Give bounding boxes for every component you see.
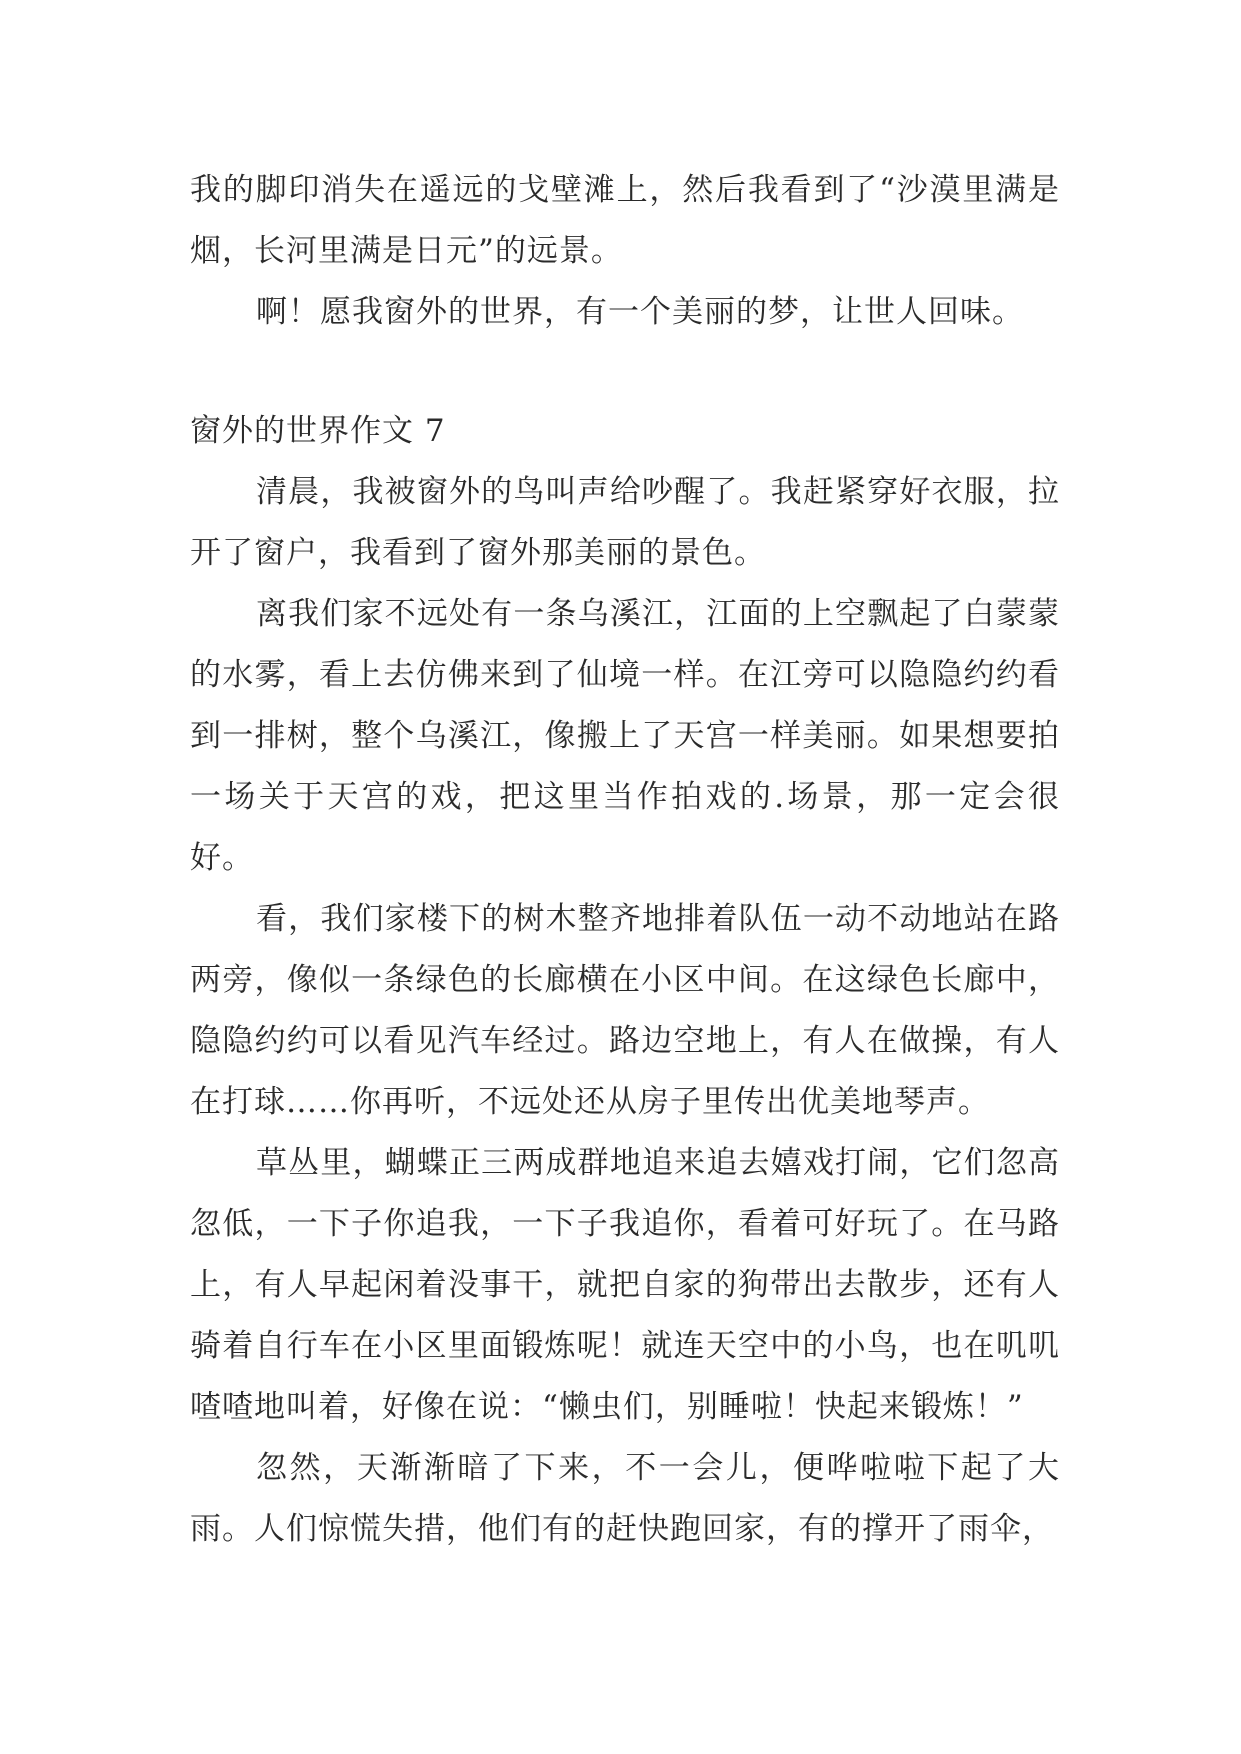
paragraph: 忽然，天渐渐暗了下来，不一会儿，便哗啦啦下起了大雨。人们惊慌失措，他们有的赶快跑回家，有的撑开了雨伞， (190, 1450, 1060, 1547)
section-title: 窗外的世界作文 7 (190, 413, 446, 449)
paragraph: 草丛里，蝴蝶正三两成群地追来追去嬉戏打闹，它们忽高忽低，一下子你追我，一下子我追你，看着可好玩了。在马路上，有人早起闲着没事干，就把自家的狗带出去散步，还有人骑着自行车在小区里面锻炼呢！就连天空中的小鸟，也在叽叽喳喳地叫着，好像在说：“懒虫们，别睡啦！快起来锻炼！” (190, 1145, 1060, 1425)
paragraph-continued: 我的脚印消失在遥远的戈壁滩上，然后我看到了“沙漠里满是烟，长河里满是日元”的远景。 (190, 172, 1060, 269)
document-page (190, 160, 1060, 1560)
paragraph: 看，我们家楼下的树木整齐地排着队伍一动不动地站在路两旁，像似一条绿色的长廊横在小区中间。在这绿色长廊中，隐隐约约可以看见汽车经过。路边空地上，有人在做操，有人在打球……你再听，不远处还从房子里传出优美地琴声。 (190, 901, 1060, 1120)
paragraph: 离我们家不远处有一条乌溪江，江面的上空飘起了白蒙蒙的水雾，看上去仿佛来到了仙境一样。在江旁可以隐隐约约看到一排树，整个乌溪江，像搬上了天宫一样美丽。如果想要拍一场关于天宫的戏，把这里当作拍戏的.场景，那一定会很好。 (190, 596, 1060, 876)
section-spacer (190, 343, 1060, 401)
paragraph: 清晨，我被窗外的鸟叫声给吵醒了。我赶紧穿好衣服，拉开了窗户，我看到了窗外那美丽的景色。 (190, 474, 1060, 571)
paragraph-closing: 啊！愿我窗外的世界，有一个美丽的梦，让世人回味。 (256, 294, 1024, 330)
